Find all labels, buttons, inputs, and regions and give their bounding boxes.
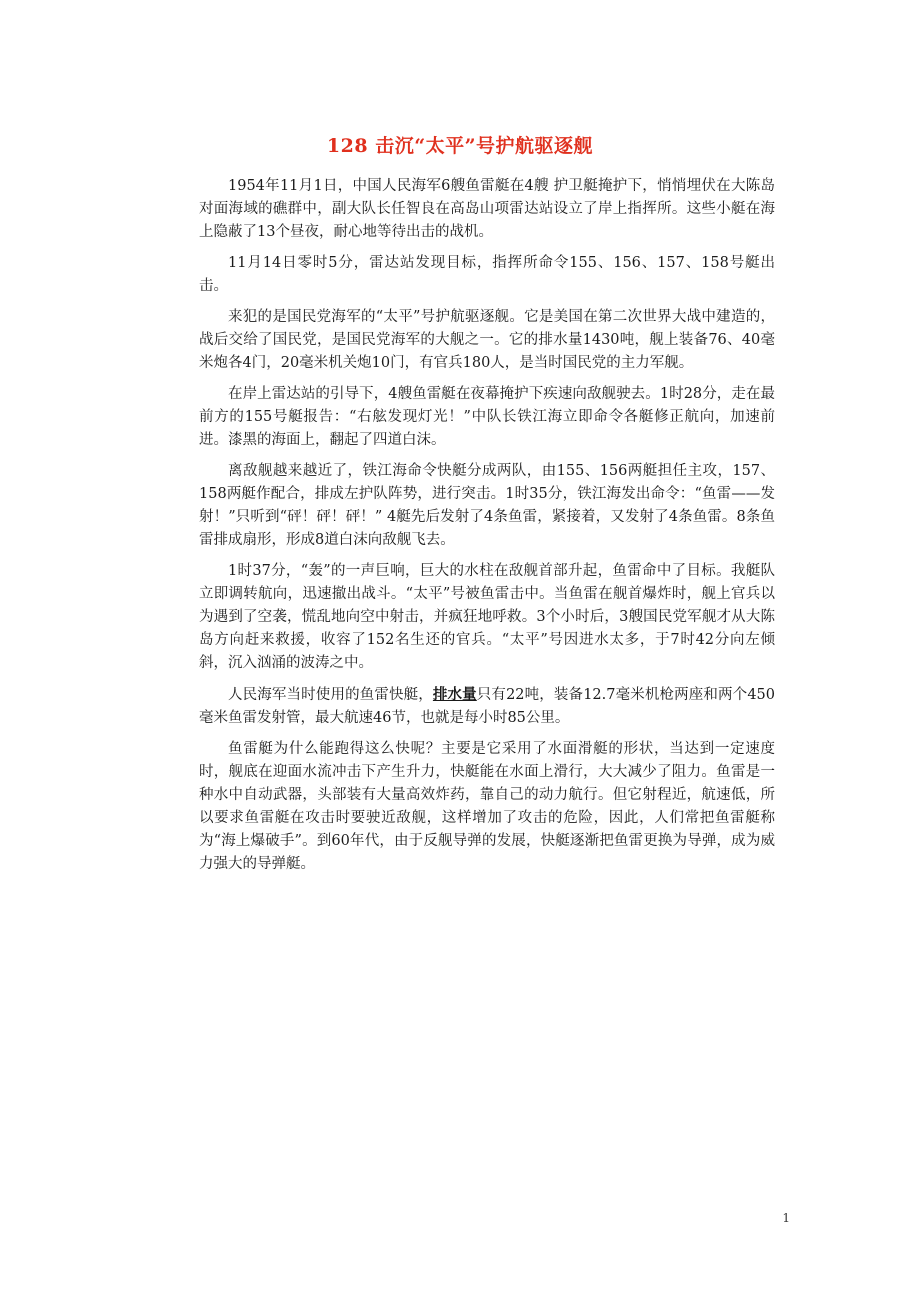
paragraph-7-after: 只有22吨，装备12.7毫米机枪两座和两个450毫米鱼雷发射管，最大航速46节，也就是每小时85公里。 xyxy=(199,687,775,726)
paragraph-5: 离敌舰越来越近了，铁江海命令快艇分成两队，由155、156两艇担任主攻，157、158两艇作配合，排成左护队阵势，进行突击。1时35分，铁江海发出命令：“鱼雷——发射！”只听到“砰！砰！砰！” 4艇先后发射了4条鱼雷，紧接着，又发射了4条鱼雷。8条鱼雷排成扇形，形成8道白沫向敌舰飞去。 xyxy=(199,463,775,548)
paragraph-7-before: 人民海军当时使用的鱼雷快艇， xyxy=(228,687,433,703)
article-title: 128 击沉“太平”号护航驱逐舰 xyxy=(326,135,594,157)
paragraph-8: 鱼雷艇为什么能跑得这么快呢？主要是它采用了水面滑艇的形状，当达到一定速度时，舰底在迎面水流冲击下产生升力，快艇能在水面上滑行，大大减少了阻力。鱼雷是一种水中自动武器，头部装有大量高效炸药，靠自己的动力航行。但它射程近，航速低，所以要求鱼雷艇在攻击时要驶近敌舰，这样增加了攻击的危险，因此，人们常把鱼雷艇称为“海上爆破手”。到60年代，由于反舰导弹的发展，快艇逐渐把鱼雷更换为导弹，成为威力强大的导弹艇。 xyxy=(199,741,775,872)
page-number: 1 xyxy=(782,1211,790,1225)
paragraph-4: 在岸上雷达站的引导下，4艘鱼雷艇在夜幕掩护下疾速向敌舰驶去。1时28分，走在最前方的155号艇报告：“右舷发现灯光！”中队长铁江海立即命令各艇修正航向，加速前进。漆黑的海面上，翻起了四道白沫。 xyxy=(199,386,775,448)
paragraph-7 xyxy=(199,683,775,730)
paragraph-6: 1时37分，“轰”的一声巨响，巨大的水柱在敌舰首部升起，鱼雷命中了目标。我艇队立即调转航向，迅速撤出战斗。“太平”号被鱼雷击中。当鱼雷在舰首爆炸时，舰上官兵以为遇到了空袭，慌乱地向空中射击，并疯狂地呼救。3个小时后，3艘国民党军舰才从大陈岛方向赶来救援，收容了152名生还的官兵。“太平”号因进水太多，于7时42分向左倾斜，沉入汹涌的波涛之中。 xyxy=(199,563,775,671)
keyword-link[interactable]: 排水量 xyxy=(432,686,477,703)
paragraph-3: 来犯的是国民党海军的“太平”号护航驱逐舰。它是美国在第二次世界大战中建造的，战后交给了国民党，是国民党海军的大舰之一。它的排水量1430吨，舰上装备76、40毫米炮各4门，20毫米机关炮10门，有官兵180人，是当时国民党的主力军舰。 xyxy=(199,309,775,371)
article-body xyxy=(199,175,775,884)
paragraph-1: 1954年11月1日，中国人民海军6艘鱼雷艇在4艘 护卫艇掩护下，悄悄埋伏在大陈岛对面海域的礁群中，副大队长任智良在高岛山项雷达站设立了岸上指挥所。这些小艇在海上隐蔽了13个昼夜，耐心地等待出击的战机。 xyxy=(199,178,775,240)
paragraph-2: 11月14日零时5分，雷达站发现目标，指挥所命令155、156、157、158号艇出击。 xyxy=(199,255,775,294)
